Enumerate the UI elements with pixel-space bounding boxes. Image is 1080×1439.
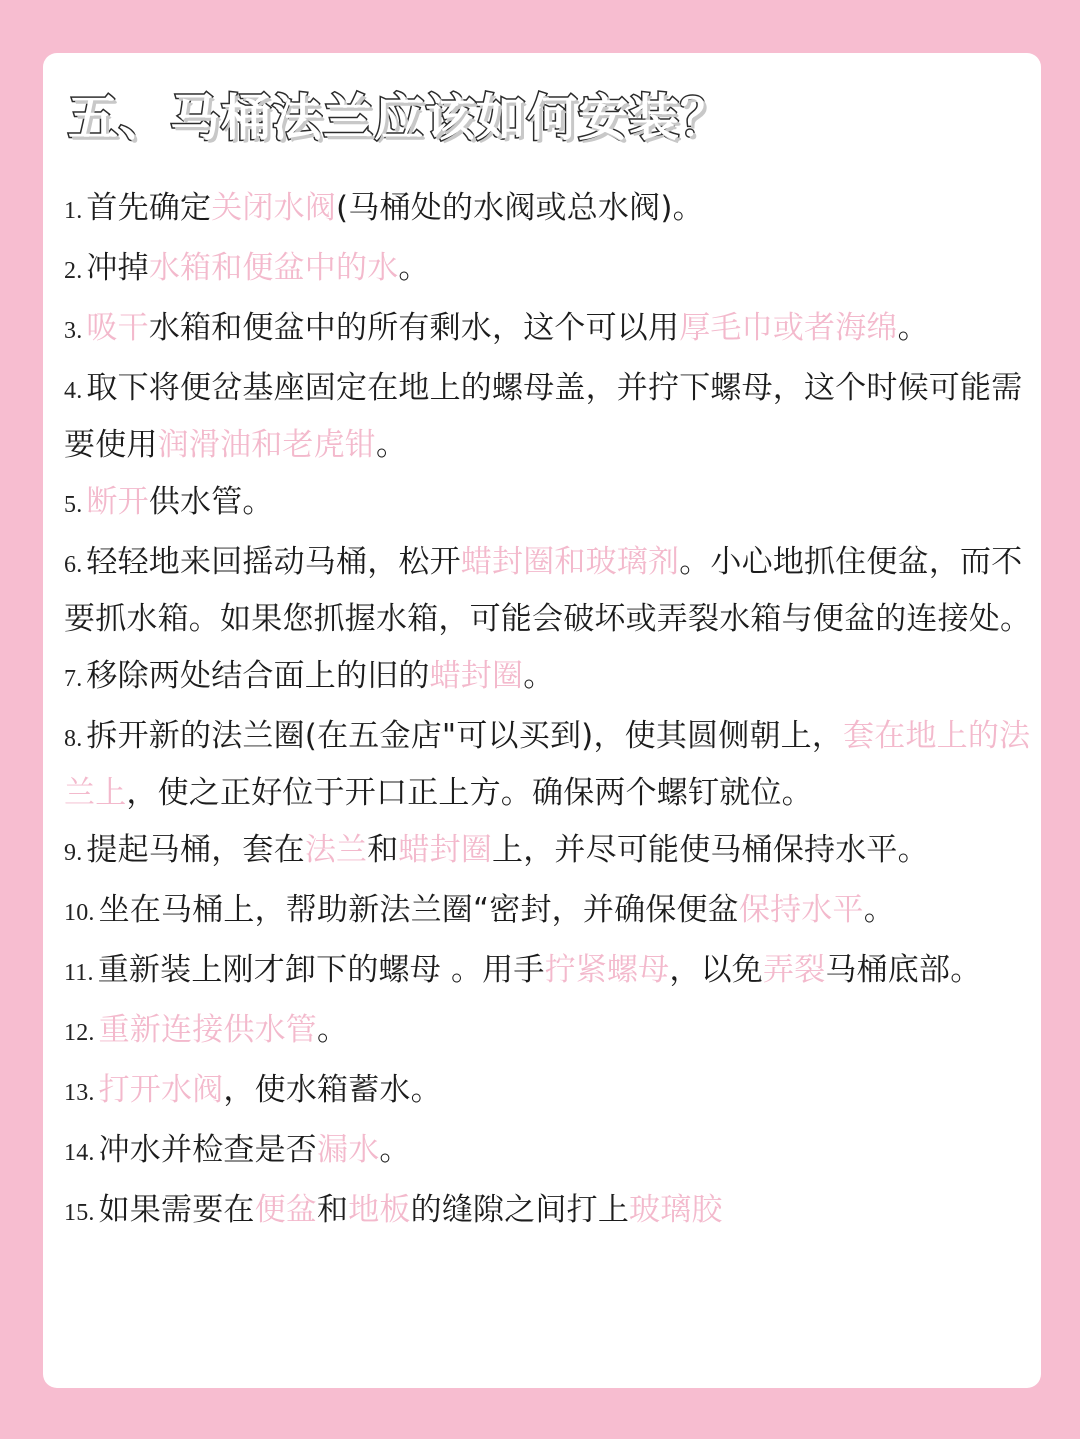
step-item [64,361,1036,472]
step-text: ，使水箱蓄水。 [223,1072,442,1108]
step-text: 坐在马桶上，帮助新法兰圈“密封，并确保便盆 [98,892,739,928]
step-text: 。 [897,310,929,346]
step-number: 8. [64,726,83,752]
steps-list [64,181,1036,1243]
step-number: 15. [64,1200,95,1226]
highlighted-text: 润滑油和老虎钳 [157,427,377,463]
step-number: 13. [64,1080,95,1106]
step-number: 5. [64,492,83,518]
highlighted-text: 断开 [86,484,149,520]
highlighted-text: 法兰 [304,832,368,868]
step-text: 取下将便岔基座固定在地上的螺母盖，并拧下螺母，这个时候可能需要使用 [64,370,1023,463]
step-item [64,1003,1036,1060]
step-text: 。 [317,1012,349,1048]
highlighted-text: 打开水阀 [98,1072,224,1108]
highlighted-text: 拧紧螺母 [544,952,670,988]
step-number: 3. [64,318,83,344]
highlighted-text: 漏水 [317,1132,380,1168]
step-item [64,1063,1036,1120]
step-text: 。 [379,1132,411,1168]
step-text: 冲水并检查是否 [98,1132,318,1168]
step-item [64,709,1036,820]
step-item [64,1123,1036,1180]
step-number: 2. [64,258,83,284]
step-text: 。 [398,250,430,286]
step-item [64,1183,1036,1240]
step-text: 上，并尽可能使马桶保持水平。 [492,832,929,868]
step-text: 轻轻地来回摇动马桶，松开 [86,544,461,580]
step-text: 的缝隙之间打上 [410,1192,630,1228]
highlighted-text: 蜡封圈和玻璃剂 [460,544,680,580]
step-item [64,823,1036,880]
highlighted-text: 重新连接供水管 [98,1012,318,1048]
highlighted-text: 蜡封圈 [429,658,524,694]
step-text: 。小心地抓住便盆，而不要抓水箱。如果您抓握水箱，可能会破坏或弄裂水箱与便盆的连接处。 [64,544,1032,637]
step-text: 冲掉 [86,250,149,286]
step-item [64,535,1036,646]
step-number: 4. [64,378,83,404]
step-number: 1. [64,198,83,224]
step-text: 水箱和便盆中的所有剩水，这个可以用 [148,310,680,346]
highlighted-text: 保持水平 [738,892,864,928]
highlighted-text: 弄裂 [763,952,826,988]
highlighted-text: 地板 [348,1192,411,1228]
step-number: 9. [64,840,83,866]
step-text: 和 [317,1192,349,1228]
step-text: 重新装上刚才卸下的螺母 。用手 [97,952,545,988]
step-text: 。 [523,658,555,694]
step-text: ，使之正好位于开口正上方。确保两个螺钉就位。 [126,775,813,811]
step-text: 。 [863,892,895,928]
highlighted-text: 水箱和便盆中的水 [148,250,399,286]
highlighted-text: 套在地上的法兰上 [64,718,1031,811]
highlighted-text: 蜡封圈 [398,832,493,868]
step-number: 12. [64,1020,95,1046]
step-number: 11. [64,960,94,986]
step-text: ，以免 [669,952,763,988]
step-text: 和 [367,832,399,868]
step-text: 首先确定 [86,190,212,226]
step-item [64,649,1036,706]
page-title: 五、马桶法兰应该如何安装？ [68,89,731,147]
step-text: 拆开新的法兰圈(在五金店"可以买到)，使其圆侧朝上， [86,718,844,754]
step-number: 10. [64,900,95,926]
step-number: 14. [64,1140,95,1166]
highlighted-text: 关闭水阀 [211,190,337,226]
step-item [64,181,1036,238]
highlighted-text: 玻璃胶 [629,1192,723,1228]
step-item [64,475,1036,532]
highlighted-text: 厚毛巾或者海绵 [679,310,898,346]
step-text: 。 [376,427,408,463]
step-number: 7. [64,666,83,692]
step-item [64,883,1036,940]
step-text: 移除两处结合面上的旧的 [86,658,430,694]
step-text: 提起马桶，套在 [86,832,305,868]
content-card [43,53,1041,1388]
step-item [64,301,1036,358]
step-number: 6. [64,552,83,578]
step-item [64,241,1036,298]
step-text: (马桶处的水阀或总水阀)。 [336,190,704,226]
step-text: 如果需要在 [98,1192,255,1228]
highlighted-text: 便盆 [254,1192,318,1228]
step-item [64,943,1036,1000]
step-text: 供水管。 [148,484,274,520]
step-text: 马桶底部。 [825,952,982,988]
highlighted-text: 吸干 [86,310,149,346]
